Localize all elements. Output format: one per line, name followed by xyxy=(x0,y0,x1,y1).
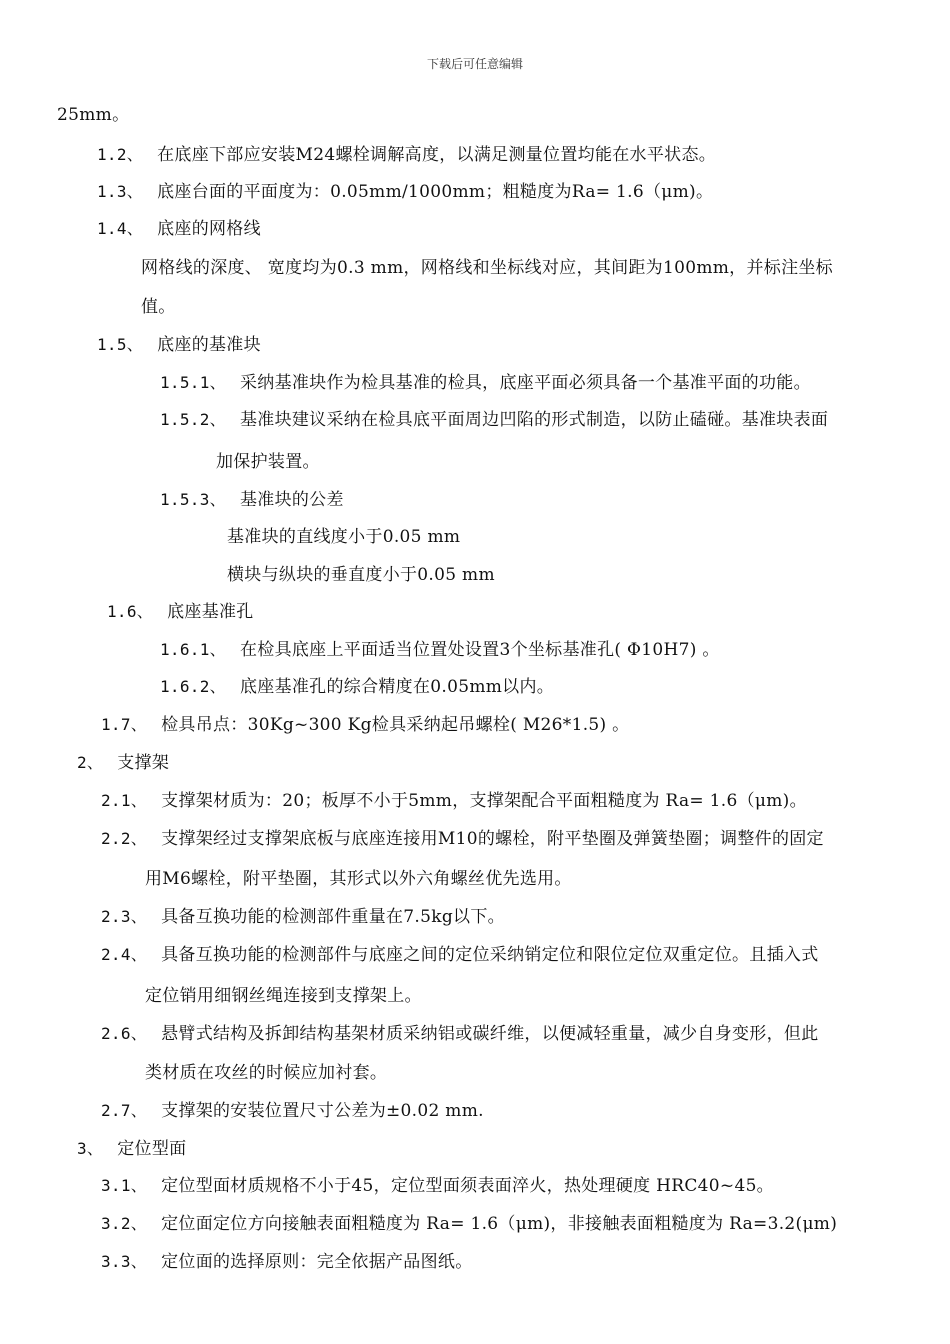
text-line xyxy=(101,824,824,849)
item-number: 1.5.2、 xyxy=(160,410,226,429)
text-line xyxy=(77,1134,186,1159)
line-text: 具备互换功能的检测部件重量在7.5kg以下。 xyxy=(161,907,505,927)
text-line xyxy=(227,560,495,585)
text-line xyxy=(145,1058,387,1083)
item-number: 2.2、 xyxy=(101,829,148,848)
line-text: 底座基准孔 xyxy=(167,602,254,622)
item-number: 2.7、 xyxy=(101,1101,148,1120)
line-text: 用M6螺栓，附平垫圈，其形式以外六角螺丝优先选用。 xyxy=(145,869,572,889)
line-text: 定位型面材质规格不小于45，定位型面须表面淬火，热处理硬度 HRC40~45。 xyxy=(161,1176,774,1196)
line-text: 基准块建议采纳在检具底平面周边凹陷的形式制造，以防止磕碰。基准块表面 xyxy=(239,410,829,430)
text-line xyxy=(97,177,713,202)
text-line xyxy=(216,447,320,472)
text-line xyxy=(160,368,811,393)
text-line xyxy=(227,522,460,547)
line-text: 在底座下部应安装M24螺栓调解高度，以满足测量位置均能在水平状态。 xyxy=(157,145,717,165)
text-line xyxy=(145,981,422,1006)
item-number: 1.7、 xyxy=(101,715,148,734)
text-line xyxy=(57,100,129,125)
text-line xyxy=(101,710,629,735)
text-line xyxy=(160,672,554,697)
text-line xyxy=(141,253,833,278)
line-text: 网格线的深度、 宽度均为0.3 mm，网格线和坐标线对应，其间距为100mm，并标注坐标 xyxy=(141,258,833,278)
item-number: 1.5.1、 xyxy=(160,373,226,392)
line-text: 具备互换功能的检测部件与底座之间的定位采纳销定位和限位定位双重定位。且插入式 xyxy=(161,945,819,965)
text-line xyxy=(101,1247,473,1272)
line-text: 支撑架经过支撑架底板与底座连接用M10的螺栓，附平垫圈及弹簧垫圈；调整件的固定 xyxy=(161,829,824,849)
text-line xyxy=(97,214,261,239)
text-line xyxy=(77,748,169,773)
item-number: 1.5、 xyxy=(97,335,144,354)
item-number: 1.5.3、 xyxy=(160,490,226,509)
text-line xyxy=(101,786,807,811)
line-text: 定位面的选择原则：完全依据产品图纸。 xyxy=(161,1252,473,1272)
item-number: 3.2、 xyxy=(101,1214,148,1233)
line-text: 底座的网格线 xyxy=(157,219,261,239)
text-line xyxy=(101,902,505,927)
line-text: 定位销用细钢丝绳连接到支撑架上。 xyxy=(145,986,422,1006)
item-number: 2.1、 xyxy=(101,791,148,810)
line-text: 底座台面的平面度为：0.05mm/1000mm；粗糙度为Ra= 1.6（μm)。 xyxy=(157,182,714,202)
text-line xyxy=(97,140,716,165)
item-number: 1.6、 xyxy=(107,602,154,621)
line-text: 采纳基准块作为检具基准的检具，底座平面必须具备一个基准平面的功能。 xyxy=(239,373,811,393)
line-text: 支撑架 xyxy=(117,753,170,773)
line-text: 底座基准孔的综合精度在0.05mm以内。 xyxy=(239,677,555,697)
page-header: 下载后可任意编辑 xyxy=(426,57,523,71)
text-line xyxy=(101,1171,774,1196)
line-text: 支撑架材质为：20；板厚不小于5mm，支撑架配合平面粗糙度为 Ra= 1.6（μm)。 xyxy=(161,791,807,811)
line-text: 横块与纵块的垂直度小于0.05 mm xyxy=(227,565,495,585)
text-line xyxy=(145,864,572,889)
line-text: 类材质在攻丝的时候应加衬套。 xyxy=(145,1063,388,1083)
line-text: 在检具底座上平面适当位置处设置3个坐标基准孔( Φ10H7) 。 xyxy=(239,640,720,660)
text-line xyxy=(141,292,176,317)
line-text: 加保护装置。 xyxy=(216,452,320,472)
line-text: 悬臂式结构及拆卸结构基架材质采纳铝或碳纤维，以便减轻重量，减少自身变形，但此 xyxy=(161,1024,819,1044)
item-number: 2.6、 xyxy=(101,1024,148,1043)
line-text: 定位面定位方向接触表面粗糙度为 Ra= 1.6（μm)，非接触表面粗糙度为 Ra=3.2(μm) xyxy=(161,1214,838,1234)
text-line xyxy=(160,405,828,430)
item-number: 2、 xyxy=(77,753,104,772)
text-line xyxy=(160,485,344,510)
text-line xyxy=(107,597,254,622)
text-line xyxy=(101,940,819,965)
text-line xyxy=(97,330,261,355)
text-line xyxy=(160,635,720,660)
item-number: 3.3、 xyxy=(101,1252,148,1271)
line-text: 定位型面 xyxy=(117,1139,187,1159)
line-text: 基准块的公差 xyxy=(239,490,344,510)
line-text: 检具吊点：30Kg~300 Kg检具采纳起吊螺栓( M26*1.5) 。 xyxy=(161,715,630,735)
line-text: 25mm。 xyxy=(57,105,130,125)
item-number: 1.2、 xyxy=(97,145,144,164)
line-text: 基准块的直线度小于0.05 mm xyxy=(227,527,461,547)
line-text: 值。 xyxy=(141,297,176,317)
line-text: 底座的基准块 xyxy=(157,335,261,355)
item-number: 2.3、 xyxy=(101,907,148,926)
line-text: 支撑架的安装位置尺寸公差为±0.02 mm. xyxy=(161,1101,484,1121)
item-number: 3、 xyxy=(77,1139,104,1158)
item-number: 1.4、 xyxy=(97,219,144,238)
text-line xyxy=(101,1096,484,1121)
item-number: 3.1、 xyxy=(101,1176,148,1195)
item-number: 1.6.1、 xyxy=(160,640,226,659)
item-number: 1.6.2、 xyxy=(160,677,226,696)
item-number: 2.4、 xyxy=(101,945,148,964)
text-line xyxy=(101,1209,837,1234)
item-number: 1.3、 xyxy=(97,182,144,201)
text-line xyxy=(101,1019,819,1044)
